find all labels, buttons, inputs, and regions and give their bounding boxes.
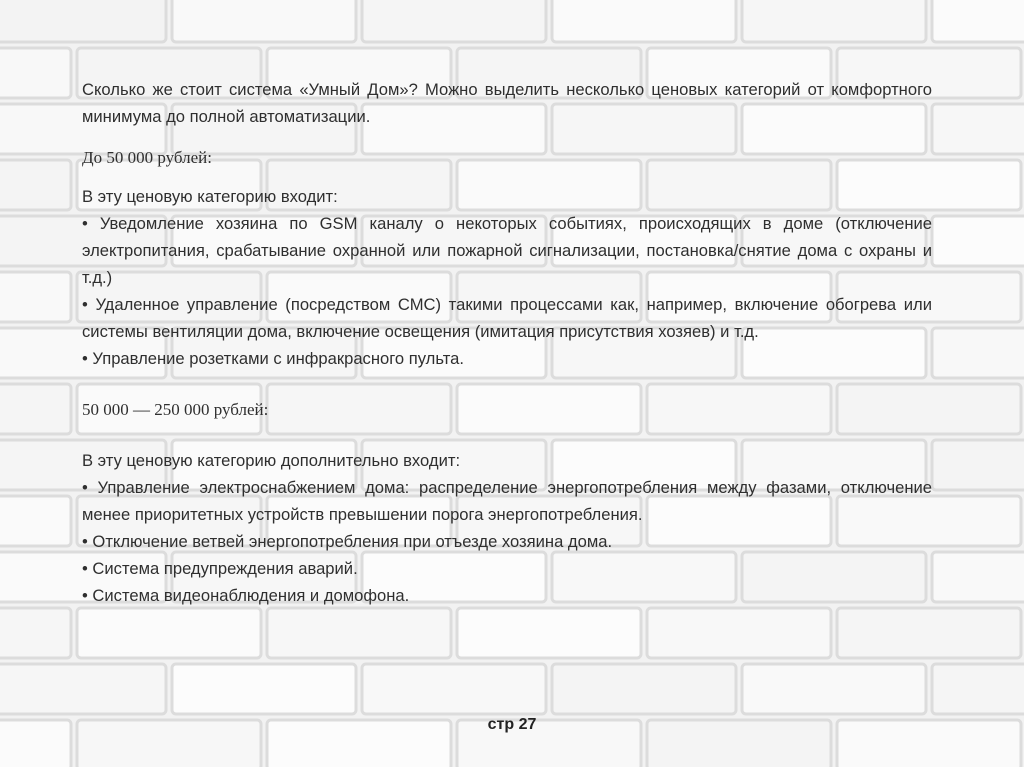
brick [742, 0, 926, 42]
section-block-1 [82, 183, 932, 372]
brick [742, 664, 926, 714]
brick [0, 0, 166, 42]
list-item: • Удаленное управление (посредством СМС) такими процессами как, например, включение обогрева или системы вентиляции дома, включение освещения (имитация присутствия хозяев) и т.д. [82, 295, 932, 341]
list-item: • Уведомление хозяина по GSM каналу о некоторых событиях, происходящих в доме (отключение электропитания, срабатывание охранной или пожарной сигнализации, постановка/снятие дома с охраны и т.д.) [82, 214, 932, 287]
brick [932, 552, 1024, 602]
brick [362, 664, 546, 714]
brick [0, 496, 71, 546]
list-item: • Управление электроснабжением дома: распределение энергопотребления между фазами, отключение менее приоритетных устройств превышении порога энергопотребления. [82, 478, 932, 524]
section-lead-2: В эту ценовую категорию дополнительно входит: [82, 451, 461, 470]
brick [267, 608, 451, 658]
list-item: • Отключение ветвей энергопотребления при отъезде хозяина дома. [82, 532, 613, 551]
brick [0, 664, 166, 714]
brick [0, 608, 71, 658]
brick [362, 0, 546, 42]
section-heading-2: 50 000 — 250 000 рублей: [82, 400, 269, 419]
brick [932, 440, 1024, 490]
brick [552, 664, 736, 714]
document-body [82, 76, 932, 609]
brick [932, 104, 1024, 154]
list-item: • Система предупреждения аварий. [82, 559, 358, 578]
brick [172, 0, 356, 42]
brick [0, 272, 71, 322]
list-item: • Система видеонаблюдения и домофона. [82, 586, 410, 605]
section-block-2 [82, 447, 932, 609]
brick [552, 0, 736, 42]
brick [0, 160, 71, 210]
brick [457, 608, 641, 658]
list-item: • Управление розетками с инфракрасного пульта. [82, 349, 464, 368]
brick [0, 384, 71, 434]
page-number: стр 27 [487, 716, 537, 733]
intro-paragraph: Сколько же стоит система «Умный Дом»? Можно выделить несколько ценовых категорий от комфортного минимума до полной автоматизации. [82, 80, 932, 126]
section-heading-1: До 50 000 рублей: [82, 148, 212, 167]
brick [932, 216, 1024, 266]
brick [77, 608, 261, 658]
section-lead-1: В эту ценовую категорию входит: [82, 187, 338, 206]
brick [647, 608, 831, 658]
brick [172, 664, 356, 714]
brick [932, 328, 1024, 378]
brick [932, 0, 1024, 42]
brick [837, 608, 1021, 658]
brick [932, 664, 1024, 714]
brick [0, 48, 71, 98]
